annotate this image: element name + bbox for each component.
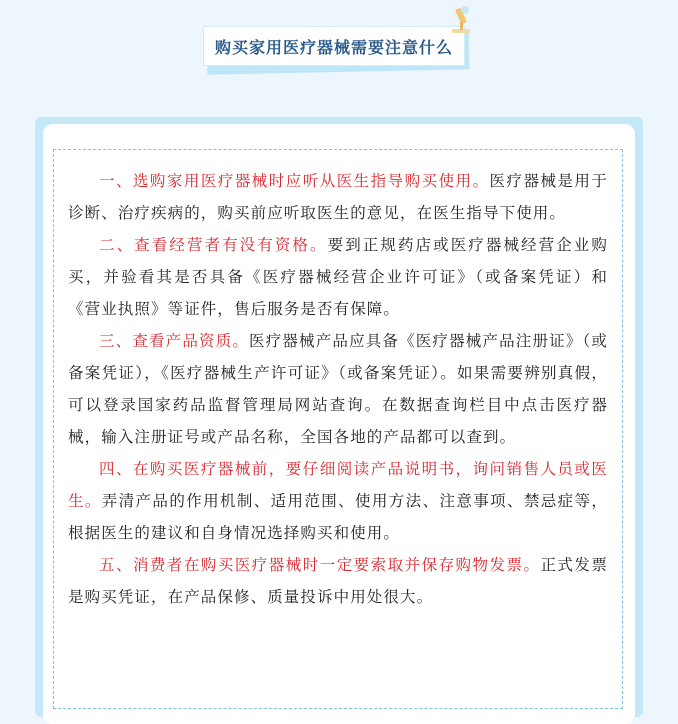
paragraph-2-body: 要到正规药店或医疗器械经营企业购买，并验看其是否具备《医疗器械经营企业许可证》（或备案凭证）和《营业执照》等证件，售后服务是否有保障。: [68, 236, 608, 318]
paragraph-4-highlight: 四、在购买医疗器械前，要仔细阅读产品说明书，询问销售人员或医生。: [68, 460, 608, 510]
paragraph-3-body: 医疗器械产品应具备《医疗器械产品注册证》（或备案凭证），《医疗器械生产许可证》（或备案凭证）。如果需要辨别真假，可以登录国家药品监督管理局网站查询。在数据查询栏目中点击医疗器械，输入注册证号或产品名称，全国各地的产品都可以查到。: [68, 332, 608, 446]
paragraph-3-highlight: 三、查看产品资质。: [99, 332, 250, 350]
paragraph-5-body: 正式发票是购买凭证，在产品保修、质量投诉中用处很大。: [68, 556, 608, 606]
paragraph-1: [68, 165, 608, 229]
article-body: [68, 165, 608, 613]
title-banner: [203, 26, 471, 72]
title-banner-box: [203, 26, 465, 66]
paragraph-3: [68, 325, 608, 453]
paragraph-5: [68, 549, 608, 613]
paragraph-1-body: 医疗器械是用于诊断、治疗疾病的，购买前应听取医生的意见，在医生指导下使用。: [68, 172, 608, 222]
paragraph-5-highlight: 五、消费者在购买医疗器械时一定要索取并保存购物发票。: [99, 556, 541, 574]
paragraph-2-highlight: 二、查看经营者有没有资格。: [99, 236, 328, 254]
paragraph-4: [68, 453, 608, 549]
paragraph-1-highlight: 一、选购家用医疗器械时应听从医生指导购买使用。: [99, 172, 490, 190]
paragraph-2: [68, 229, 608, 325]
paragraph-4-body: 弄清产品的作用机制、适用范围、使用方法、注意事项、禁忌症等，根据医生的建议和自身情况选择购买和使用。: [68, 492, 608, 542]
microscope-icon: [448, 4, 474, 34]
page-title: 购买家用医疗器械需要注意什么: [214, 37, 453, 57]
